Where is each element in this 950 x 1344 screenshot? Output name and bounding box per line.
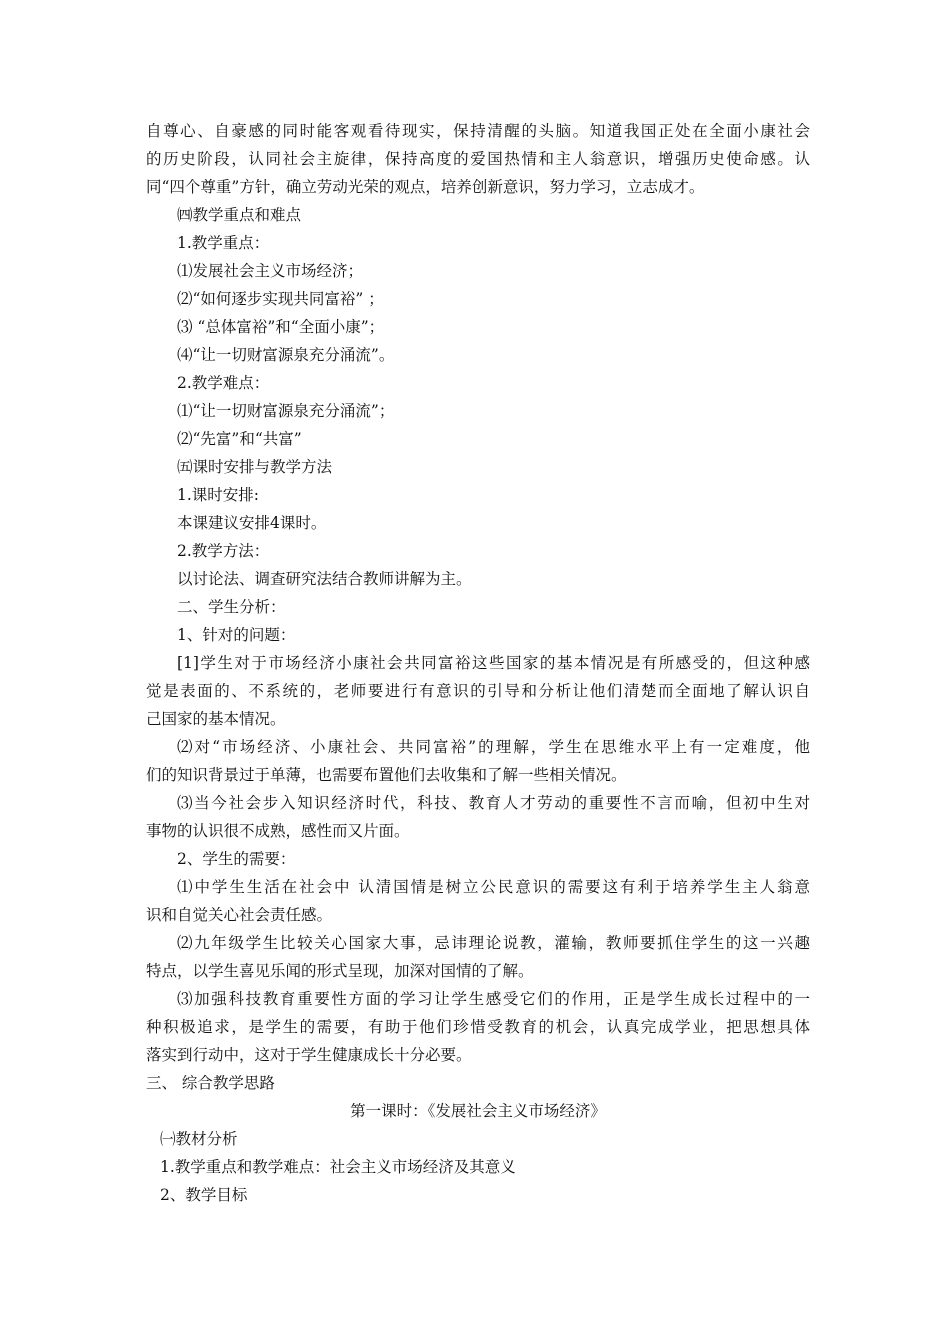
paragraph-line: 特点，以学生喜见乐闻的形式呈现，加深对国情的了解。 (146, 962, 534, 980)
paragraph-line: ⑴中学生生活在社会中 认清国情是树立公民意识的需要这有利于培养学生主人翁意 (177, 878, 810, 896)
subheading: 1.教学重点： (177, 234, 270, 252)
section-heading: ㈠教材分析 (160, 1130, 238, 1148)
list-item: ⑵“如何逐步实现共同富裕” ； (177, 290, 384, 308)
section-heading: 三、 综合教学思路 (146, 1074, 275, 1092)
subheading: 2、教学目标 (160, 1186, 248, 1204)
subheading: 1.课时安排: (177, 486, 260, 504)
text-line: 的历史阶段，认同社会主旋律，保持高度的爱国热情和主人翁意识，增强历史使命感。认 (146, 150, 810, 168)
paragraph-line: ⑵九年级学生比较关心国家大事，忌讳理论说教，灌输，教师要抓住学生的这一兴趣 (177, 934, 810, 952)
paragraph-line: 识和自觉关心社会责任感。 (146, 906, 333, 924)
paragraph-line: ⑵对“市场经济、小康社会、共同富裕”的理解，学生在思维水平上有一定难度，他 (177, 738, 810, 756)
paragraph-line: 己国家的基本情况。 (146, 710, 286, 728)
list-item: ⑷“让一切财富源泉充分涌流”。 (177, 346, 395, 364)
text-line: 自尊心、自豪感的同时能客观看待现实，保持清醒的头脑。知道我国正处在全面小康社会 (146, 122, 810, 140)
text-line: 同“四个尊重”方针，确立劳动光荣的观点，培养创新意识，努力学习，立志成才。 (146, 178, 705, 196)
subheading: 2.教学方法： (177, 542, 270, 560)
section-heading: ㈣教学重点和难点 (177, 206, 302, 224)
list-item: ⑴“让一切财富源泉充分涌流”； (177, 402, 395, 420)
paragraph-line: [1]学生对于市场经济小康社会共同富裕这些国家的基本情况是有所感受的，但这种感 (177, 654, 810, 672)
paragraph-line: 觉是表面的、不系统的，老师要进行有意识的引导和分析让他们清楚而全面地了解认识自 (146, 682, 810, 700)
lesson-title: 第一课时：《发展社会主义市场经济》 (350, 1102, 606, 1120)
paragraph-line: ⑶加强科技教育重要性方面的学习让学生感受它们的作用，正是学生成长过程中的一 (177, 990, 810, 1008)
text-line: 本课建议安排4课时。 (177, 514, 327, 532)
list-item: ⑶ “总体富裕”和“全面小康”； (177, 318, 385, 336)
subheading: 2、学生的需要： (177, 850, 296, 868)
section-heading: ㈤课时安排与教学方法 (177, 458, 333, 476)
list-item: ⑴发展社会主义市场经济； (177, 262, 364, 280)
subheading: 1、针对的问题： (177, 626, 296, 644)
paragraph-line: ⑶当今社会步入知识经济时代，科技、教育人才劳动的重要性不言而喻，但初中生对 (177, 794, 810, 812)
text-line: 以讨论法、调查研究法结合教师讲解为主。 (177, 570, 472, 588)
section-heading: 二、学生分析： (177, 598, 286, 616)
paragraph-line: 们的知识背景过于单薄，也需要布置他们去收集和了解一些相关情况。 (146, 766, 627, 784)
paragraph-line: 落实到行动中，这对于学生健康成长十分必要。 (146, 1046, 472, 1064)
subheading: 1.教学重点和教学难点：社会主义市场经济及其意义 (160, 1158, 516, 1176)
paragraph-line: 事物的认识很不成熟，感性而又片面。 (146, 822, 410, 840)
list-item: ⑵“先富”和“共富” (177, 430, 302, 448)
paragraph-line: 种积极追求，是学生的需要，有助于他们珍惜受教育的机会，认真完成学业，把思想具体 (146, 1018, 810, 1036)
subheading: 2.教学难点： (177, 374, 270, 392)
